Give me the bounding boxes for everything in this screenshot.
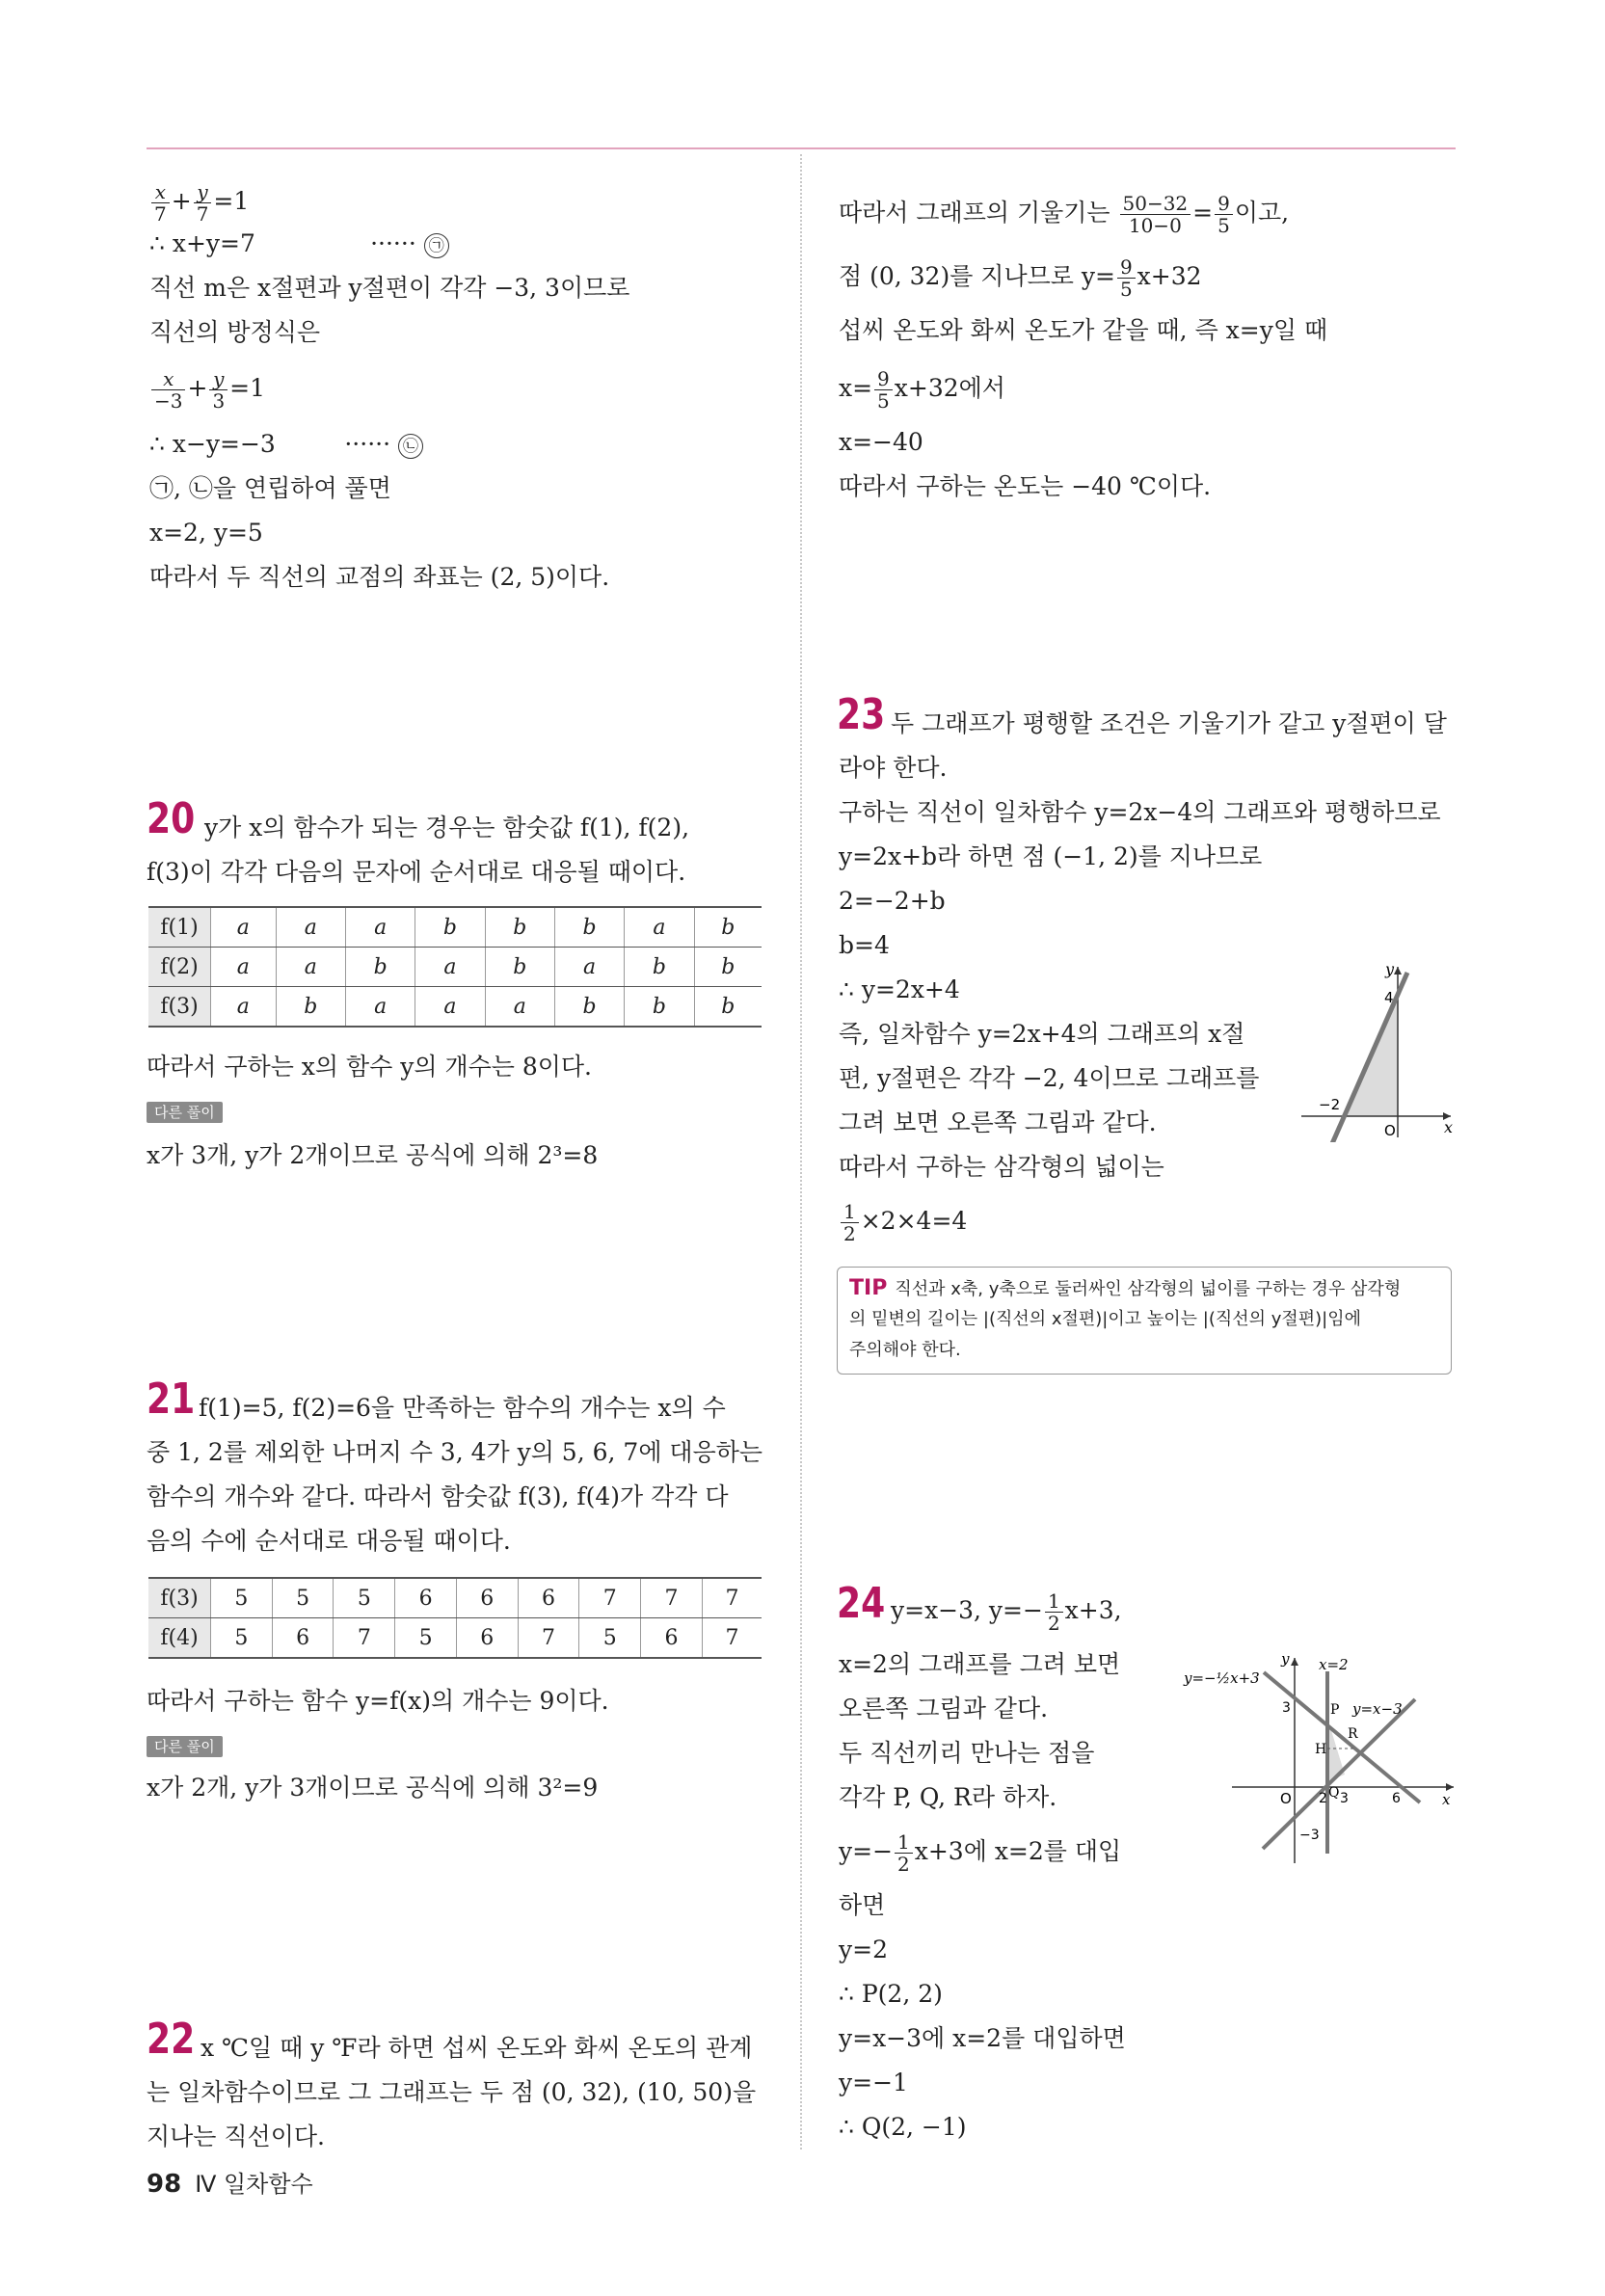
x-value: x=−40	[839, 428, 923, 456]
tip-label: TIP	[849, 1276, 888, 1300]
table-cell: 5	[272, 1578, 334, 1618]
table-cell: 5	[395, 1618, 457, 1659]
equation-line: x= $\frac{9}{5}$ x+32에서	[839, 367, 1005, 413]
p20-row	[148, 907, 762, 948]
table-cell: b	[694, 948, 762, 987]
table-cell: b	[485, 948, 554, 987]
p23-eq3: ∴ y=2x+4	[839, 975, 960, 1003]
p23-text3: 구하는 직선이 일차함수 y=2x−4의 그래프와 평행하므로	[839, 798, 1441, 826]
table-cell: 7	[334, 1618, 395, 1659]
table-cell: a	[554, 948, 624, 987]
table-cell: 6	[272, 1618, 334, 1659]
table-cell: a	[345, 907, 415, 948]
problem-20-number: 20	[147, 794, 196, 843]
row-header: f(3)	[148, 1578, 211, 1618]
table-cell: 6	[641, 1618, 703, 1659]
p23-text1: 두 그래프가 평행할 조건은 기울기가 같고 y절편이 달	[891, 709, 1447, 737]
point-line: 점 (0, 32)를 지나므로 y= $\frac{9}{5}$ x+32	[839, 255, 1202, 301]
p24-eq3: y=−1	[839, 2069, 908, 2096]
line-y-neg-half-x-plus-3	[1264, 1672, 1420, 1802]
label-line-1: y=−½x+3	[1184, 1669, 1260, 1687]
p21-row	[148, 1618, 762, 1659]
table-cell: b	[415, 907, 485, 948]
table-cell: b	[276, 987, 345, 1028]
table-cell: 6	[518, 1578, 579, 1618]
table-cell: b	[485, 907, 554, 948]
p21-text4: 음의 수에 순서대로 대응될 때이다.	[147, 1527, 511, 1555]
problem-23-number: 23	[837, 690, 886, 739]
table-cell: a	[276, 948, 345, 987]
same-temp-line: 섭씨 온도와 화씨 온도가 같을 때, 즉 x=y일 때	[839, 316, 1328, 344]
label-line-3: y=x−3	[1352, 1700, 1403, 1718]
p21-text2: 중 1, 2를 제외한 나머지 수 3, 4가 y의 5, 6, 7에 대응하는	[147, 1438, 763, 1466]
table-cell: b	[345, 948, 415, 987]
table-cell: 6	[456, 1618, 518, 1659]
p22-text2: 는 일차함수이므로 그 그래프는 두 점 (0, 32), (10, 50)을	[147, 2078, 757, 2106]
tick-x-6: 6	[1392, 1791, 1401, 1806]
graph-y-label: y	[1281, 1650, 1290, 1668]
y-axis-arrow	[1394, 967, 1402, 974]
tip-line3: 주의해야 한다.	[849, 1340, 961, 1360]
p24-text3: 두 직선끼리 만나는 점을	[839, 1739, 1095, 1767]
p23-text4: y=2x+b라 하면 점 (−1, 2)를 지나므로	[839, 842, 1263, 870]
table-cell: b	[625, 987, 694, 1028]
row-header: f(4)	[148, 1618, 211, 1659]
p24-text2: 오른쪽 그림과 같다.	[839, 1695, 1049, 1722]
p20-row	[148, 987, 762, 1028]
p21-text3: 함수의 개수와 같다. 따라서 함숫값 f(3), f(4)가 각각 다	[147, 1482, 729, 1510]
graph-x-label: x	[1442, 1791, 1451, 1808]
table-cell: a	[211, 907, 277, 948]
table-cell: 6	[456, 1578, 518, 1618]
table-cell: a	[345, 987, 415, 1028]
table-cell: 7	[702, 1578, 762, 1618]
p20-conclusion: 따라서 구하는 x의 함수 y의 개수는 8이다.	[147, 1053, 593, 1081]
p24-text5: 하면	[839, 1891, 886, 1919]
p21-row	[148, 1578, 762, 1618]
p20-text2: f(3)이 각각 다음의 문자에 순서대로 대응될 때이다.	[147, 858, 686, 886]
eq-intercept-form: $\frac{x}{-3}$ + $\frac{y}{3}$ =1	[149, 368, 265, 412]
point-p: P	[1330, 1702, 1340, 1718]
p24-eq2: ∴ P(2, 2)	[839, 1980, 943, 2008]
p24-text6: y=x−3에 x=2를 대입하면	[839, 2024, 1126, 2052]
p23-text5: 즉, 일차함수 y=2x+4의 그래프의 x절	[839, 1020, 1245, 1048]
tip-box	[837, 1267, 1452, 1375]
x-axis-arrow	[1446, 1783, 1454, 1791]
p23-eq1: 2=−2+b	[839, 887, 946, 915]
p21-text1: f(1)=5, f(2)=6을 만족하는 함수의 개수는 x의 수	[199, 1394, 726, 1422]
tick-x-3: 3	[1340, 1791, 1349, 1806]
result-xy: x=2, y=5	[149, 519, 263, 547]
p24-substitute: y=− $\frac{1}{2}$ x+3에 x=2를 대입	[839, 1830, 1122, 1876]
table-cell: a	[276, 907, 345, 948]
graph-y-label: y	[1385, 960, 1395, 978]
table-cell: a	[211, 987, 277, 1028]
tip-line1: 직선과 x축, y축으로 둘러싸인 삼각형의 넓이를 구하는 경우 삼각형	[895, 1279, 1402, 1299]
eq-x-minus-y: ∴ x−y=−3 ······ ㉡	[149, 428, 423, 461]
column-divider	[800, 154, 802, 2149]
p22-text1: x ℃일 때 y ℉라 하면 섭씨 온도와 화씨 온도의 관계	[201, 2034, 753, 2062]
row-header: f(3)	[148, 987, 211, 1028]
graph-x-label: x	[1444, 1118, 1454, 1136]
p21-conclusion: 따라서 구하는 함수 y=f(x)의 개수는 9이다.	[147, 1687, 609, 1715]
label-line-2: x=2	[1319, 1656, 1349, 1673]
graph-y-tick: 4	[1384, 989, 1394, 1006]
p23-graph	[1292, 959, 1456, 1146]
table-cell: 5	[334, 1578, 395, 1618]
tick-y-3: 3	[1282, 1700, 1291, 1716]
eq-xy7-fraction: $\frac{x}{7}$ + $\frac{y}{7}$ =1	[149, 181, 249, 225]
slope-line: 따라서 그래프의 기울기는 $\frac{50-32}{10-0}$ = $\frac{9}{5}$ 이고,	[839, 192, 1290, 237]
line-equation-intro: 직선의 방정식은	[149, 318, 320, 346]
p24-eq1: y=2	[839, 1936, 888, 1963]
page-number: 98	[147, 2170, 182, 2199]
conclusion-intersection: 따라서 두 직선의 교점의 좌표는 (2, 5)이다.	[149, 563, 610, 591]
point-r: R	[1348, 1726, 1358, 1742]
eq-x-plus-y: ∴ x+y=7 ······ ㉠	[149, 227, 449, 260]
table-cell: 5	[211, 1618, 273, 1659]
chapter-title: Ⅳ 일차함수	[195, 2171, 313, 2198]
solve-system: ㉠, ㉡을 연립하여 풀면	[149, 474, 391, 502]
table-cell: a	[485, 987, 554, 1028]
graph-origin: O	[1384, 1122, 1396, 1139]
problem-21-number: 21	[147, 1375, 196, 1424]
table-cell: a	[415, 948, 485, 987]
p21-alt-solution: x가 2개, y가 3개이므로 공식에 의해 3²=9	[147, 1774, 599, 1802]
table-cell: 7	[579, 1578, 641, 1618]
p21-alt-badge: 다른 풀이	[147, 1736, 223, 1757]
table-cell: b	[554, 907, 624, 948]
p20-row	[148, 948, 762, 987]
table-cell: 5	[579, 1618, 641, 1659]
p20-text1: y가 x의 함수가 되는 경우는 함숫값 f(1), f(2),	[204, 814, 690, 841]
p23-text7: 그려 보면 오른쪽 그림과 같다.	[839, 1108, 1157, 1136]
point-q: Q	[1328, 1785, 1340, 1801]
table-cell: a	[211, 948, 277, 987]
p24-heading: y=x−3, y=− $\frac{1}{2}$ x+3,	[891, 1589, 1122, 1635]
problem-22-number: 22	[147, 2015, 196, 2064]
temp-conclusion: 따라서 구하는 온도는 −40 ℃이다.	[839, 472, 1212, 500]
p23-text2: 라야 한다.	[839, 754, 948, 782]
table-cell: b	[554, 987, 624, 1028]
table-cell: 7	[641, 1578, 703, 1618]
p24-text1: x=2의 그래프를 그려 보면	[839, 1650, 1121, 1678]
p23-text6: 편, y절편은 각각 −2, 4이므로 그래프를	[839, 1064, 1260, 1092]
line-y-x-minus-3	[1263, 1699, 1415, 1849]
graph-x-tick: −2	[1319, 1096, 1341, 1113]
tick-x-2: 2	[1319, 1791, 1327, 1806]
page-footer	[147, 2165, 313, 2199]
table-cell: b	[694, 987, 762, 1028]
p24-graph	[1174, 1646, 1456, 1872]
tip-line2: 의 밑변의 길이는 |(직선의 x절편)|이고 높이는 |(직선의 y절편)|임에	[849, 1309, 1362, 1329]
row-header: f(1)	[148, 907, 211, 948]
tick-y-neg3: −3	[1299, 1828, 1320, 1843]
line-m-intercepts: 직선 m은 x절편과 y절편이 각각 −3, 3이므로	[149, 274, 630, 302]
p23-text8: 따라서 구하는 삼각형의 넓이는	[839, 1153, 1164, 1181]
p20-alt-solution: x가 3개, y가 2개이므로 공식에 의해 2³=8	[147, 1141, 599, 1169]
p20-function-table	[148, 906, 762, 1028]
p22-text3: 지나는 직선이다.	[147, 2122, 325, 2150]
p21-function-table	[148, 1577, 762, 1659]
problem-24-number: 24	[837, 1579, 886, 1628]
graph-origin: O	[1280, 1790, 1292, 1807]
table-cell: 7	[518, 1618, 579, 1659]
row-header: f(2)	[148, 948, 211, 987]
top-rule	[147, 147, 1456, 149]
p23-eq2: b=4	[839, 931, 890, 959]
table-cell: a	[415, 987, 485, 1028]
p24-text4: 각각 P, Q, R라 하자.	[839, 1783, 1057, 1811]
table-cell: 6	[395, 1578, 457, 1618]
table-cell: b	[694, 907, 762, 948]
point-h: H	[1315, 1742, 1327, 1757]
y-axis-arrow	[1291, 1658, 1298, 1666]
table-cell: 7	[702, 1618, 762, 1659]
p24-eq4: ∴ Q(2, −1)	[839, 2113, 967, 2141]
table-cell: 5	[211, 1578, 273, 1618]
table-cell: b	[625, 948, 694, 987]
table-cell: a	[625, 907, 694, 948]
p20-alt-badge: 다른 풀이	[147, 1102, 223, 1123]
p23-area: $\frac{1}{2}$ ×2×4=4	[839, 1201, 967, 1244]
